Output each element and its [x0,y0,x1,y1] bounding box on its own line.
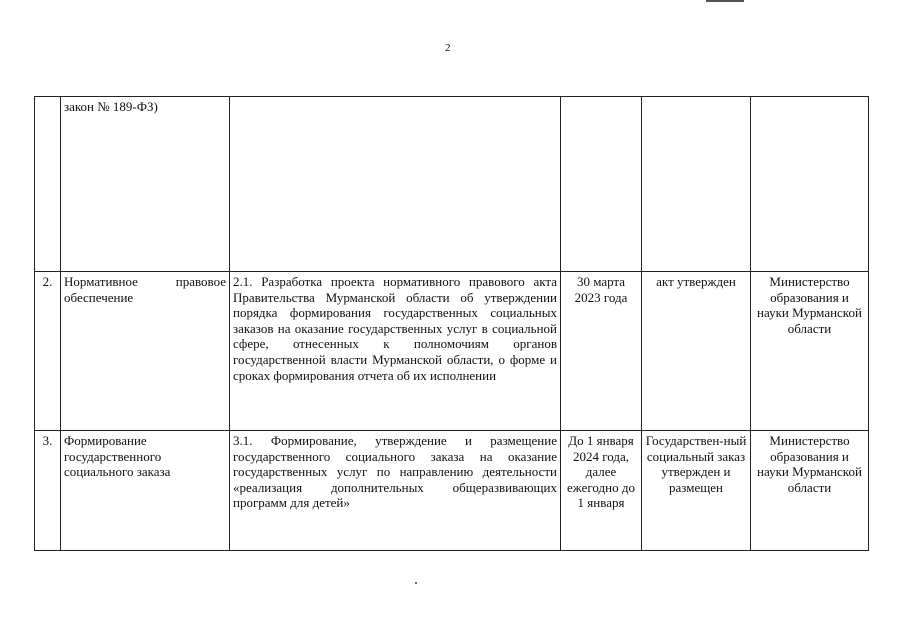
measure-deadline: До 1 января 2024 года, далее ежегодно до 1 января [561,431,642,551]
page-number: 2 [445,42,451,54]
measures-table [34,96,869,551]
measure-responsible: Министерство образования и науки Мурманской области [751,272,869,431]
measure-deadline: 30 марта 2023 года [561,272,642,431]
row-number: 2. [35,272,61,431]
measure-action [230,97,561,272]
measure-name: Нормативное правовое обеспечение [61,272,230,431]
measure-result: Государствен-ный социальный заказ утвержден и размещен [642,431,751,551]
table-row [35,97,869,272]
row-number: 3. [35,431,61,551]
measure-result: акт утвержден [642,272,751,431]
measure-name: закон № 189-ФЗ) [61,97,230,272]
scan-speck [415,582,417,584]
measure-deadline [561,97,642,272]
measure-action: 3.1. Формирование, утверждение и размещение государственного социального заказа на оказание государственных услуг по направлению деятельности «реализация дополнительных общеразвивающих программ для детей» [230,431,561,551]
measure-action: 2.1. Разработка проекта нормативного правового акта Правительства Мурманской области об утверждении порядка формирования государственных социальных заказов на оказание государственных услуг в социальной сфере, отнесенных к полномочиям органов государственной власти Мурманской области, о форме и сроках формирования отчета об их исполнении [230,272,561,431]
measure-responsible [751,97,869,272]
measure-name: Формирование государственного социального заказа [61,431,230,551]
table-row [35,431,869,551]
measure-result [642,97,751,272]
row-number [35,97,61,272]
table-row [35,272,869,431]
measure-responsible: Министерство образования и науки Мурманской области [751,431,869,551]
top-edge-mark [706,0,744,2]
